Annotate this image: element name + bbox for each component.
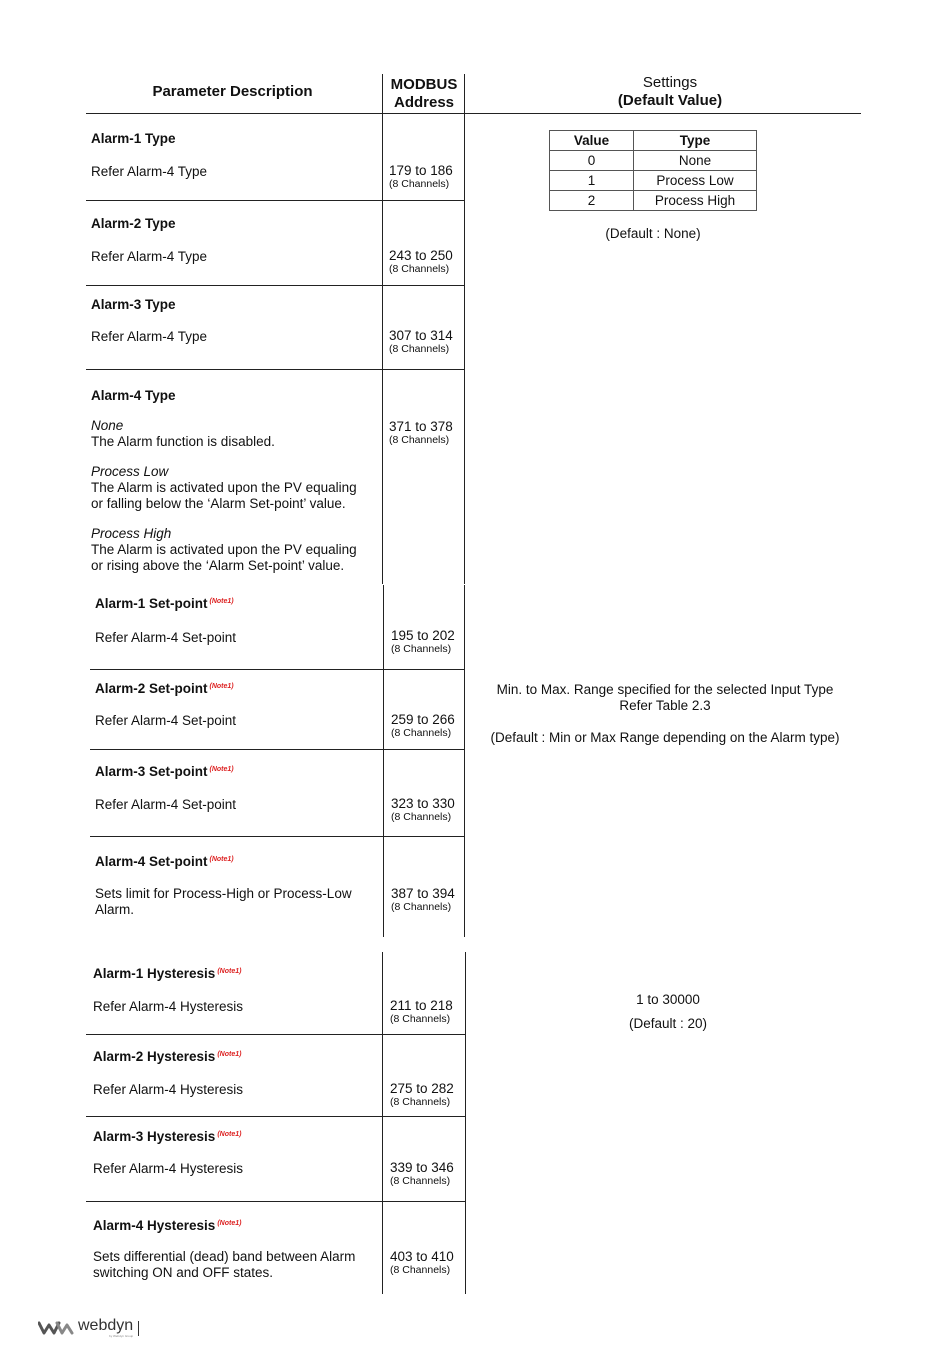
row-title: Alarm-2 Type [91, 216, 176, 231]
table-cell: Process Low [634, 171, 757, 191]
column-divider [382, 952, 383, 1294]
address-range: 259 to 266 [391, 712, 455, 727]
modbus-address-cell [391, 628, 455, 655]
modbus-address-cell [391, 712, 455, 739]
row-title-text: Alarm-3 Set-point [95, 764, 208, 779]
address-range: 307 to 314 [389, 328, 453, 343]
option-desc-process-low: The Alarm is activated upon the PV equaling [91, 480, 357, 495]
row-rule [86, 200, 464, 201]
row-rule [90, 836, 464, 837]
address-channels: (8 Channels) [389, 343, 450, 355]
note-marker: (Note1) [209, 765, 234, 773]
table-cell: None [634, 151, 757, 171]
table-cell: 0 [550, 151, 634, 171]
table-header: Type [634, 131, 757, 151]
row-title-text: Alarm-2 Hysteresis [93, 1049, 216, 1064]
brand-name: webdyn [78, 1317, 134, 1334]
address-channels: (8 Channels) [389, 178, 450, 190]
row-title [95, 681, 234, 696]
header-modbus-line1: MODBUS [390, 76, 458, 93]
address-channels: (8 Channels) [390, 1013, 451, 1025]
column-divider [464, 585, 465, 937]
row-description: Refer Alarm-4 Set-point [95, 713, 237, 728]
column-divider [383, 585, 384, 937]
table-row [550, 171, 757, 191]
address-channels: (8 Channels) [389, 434, 450, 446]
column-divider [465, 952, 466, 1294]
row-description-line: Sets differential (dead) band between Alarm [93, 1249, 356, 1264]
row-rule [90, 749, 464, 750]
row-description-line: Alarm. [95, 902, 135, 917]
footer-logo [38, 1318, 139, 1338]
row-title-text: Alarm-2 Set-point [95, 681, 208, 696]
header-rule [86, 113, 861, 114]
row-description: Refer Alarm-4 Type [91, 164, 208, 179]
header-modbus-line2: Address [393, 94, 455, 111]
row-title [93, 1129, 241, 1144]
modbus-address-cell [389, 328, 453, 355]
option-desc-none: The Alarm function is disabled. [91, 434, 275, 449]
table-cell: 2 [550, 191, 634, 211]
row-description: Refer Alarm-4 Hysteresis [93, 1082, 244, 1097]
modbus-address-cell [390, 1081, 454, 1108]
address-range: 387 to 394 [391, 886, 455, 901]
note-marker: (Note1) [209, 855, 234, 863]
row-description: Refer Alarm-4 Hysteresis [93, 1161, 244, 1176]
address-range: 371 to 378 [389, 419, 453, 434]
row-title [93, 1049, 241, 1064]
address-channels: (8 Channels) [390, 1096, 451, 1108]
row-title [93, 1218, 241, 1233]
table-cell: Process High [634, 191, 757, 211]
row-title-text: Alarm-1 Hysteresis [93, 966, 216, 981]
row-description: Refer Alarm-4 Set-point [95, 630, 237, 645]
row-title: Alarm-4 Type [91, 388, 176, 403]
table-cell: 1 [550, 171, 634, 191]
row-title [95, 764, 234, 779]
row-rule [86, 369, 464, 370]
row-description [93, 1249, 355, 1281]
address-range: 195 to 202 [391, 628, 455, 643]
row-description: Refer Alarm-4 Type [91, 329, 208, 344]
column-divider [464, 74, 465, 584]
footer-divider [138, 1321, 139, 1336]
modbus-address-cell [391, 886, 455, 913]
note-marker: (Note1) [217, 1219, 242, 1227]
note-marker: (Note1) [209, 682, 234, 690]
address-channels: (8 Channels) [389, 263, 450, 275]
alarm-type-table [549, 130, 757, 211]
modbus-address-cell [389, 163, 453, 190]
header-settings [570, 74, 770, 110]
address-channels: (8 Channels) [391, 727, 452, 739]
modbus-address-cell [390, 1249, 454, 1276]
row-description-line: switching ON and OFF states. [93, 1265, 274, 1280]
modbus-address-cell [389, 248, 453, 275]
note-marker: (Note1) [217, 1050, 242, 1058]
address-channels: (8 Channels) [390, 1175, 451, 1187]
setpoint-range: Min. to Max. Range specified for the selected Input Type [496, 682, 834, 697]
option-desc-process-low: or falling below the ‘Alarm Set-point’ value. [91, 496, 346, 511]
row-title: Alarm-1 Type [91, 131, 176, 146]
row-title-text: Alarm-3 Hysteresis [93, 1129, 216, 1144]
option-desc-process-high: or rising above the ‘Alarm Set-point’ value. [91, 558, 345, 573]
type-default: (Default : None) [605, 226, 701, 241]
hysteresis-default: (Default : 20) [628, 1016, 708, 1031]
header-settings-line2: (Default Value) [617, 92, 723, 109]
address-range: 243 to 250 [389, 248, 453, 263]
setpoint-settings [470, 682, 860, 746]
hysteresis-range: 1 to 30000 [636, 992, 700, 1007]
address-range: 403 to 410 [390, 1249, 454, 1264]
modbus-address-cell [389, 419, 453, 446]
row-description [91, 418, 357, 574]
row-title [93, 966, 241, 981]
table-row [550, 191, 757, 211]
note-marker: (Note1) [217, 1130, 242, 1138]
row-description-line: Sets limit for Process-High or Process-Low [95, 886, 352, 901]
brand-tagline: by Webdyn Group [109, 1334, 134, 1338]
row-title-text: Alarm-1 Set-point [95, 596, 208, 611]
option-label-process-high: Process High [91, 526, 172, 541]
header-modbus-address [383, 76, 465, 112]
note-marker: (Note1) [217, 967, 242, 975]
row-description [95, 886, 352, 918]
row-title: Alarm-3 Type [91, 297, 176, 312]
row-rule [86, 1201, 465, 1202]
hysteresis-settings [568, 992, 768, 1032]
modbus-address-cell [390, 998, 453, 1025]
option-label-none: None [91, 418, 124, 433]
address-channels: (8 Channels) [391, 901, 452, 913]
address-channels: (8 Channels) [390, 1264, 451, 1276]
address-range: 323 to 330 [391, 796, 455, 811]
modbus-address-cell [391, 796, 455, 823]
address-range: 275 to 282 [390, 1081, 454, 1096]
address-channels: (8 Channels) [391, 643, 452, 655]
row-description: Refer Alarm-4 Type [91, 249, 208, 264]
table-header: Value [550, 131, 634, 151]
table-row [550, 151, 757, 171]
address-range: 339 to 346 [390, 1160, 454, 1175]
setpoint-reference: Refer Table 2.3 [619, 698, 711, 713]
row-title [95, 596, 234, 611]
header-settings-line1: Settings [642, 74, 698, 91]
address-range: 211 to 218 [390, 998, 453, 1013]
row-description: Refer Alarm-4 Set-point [95, 797, 237, 812]
row-title-text: Alarm-4 Hysteresis [93, 1218, 216, 1233]
row-title [95, 854, 234, 869]
address-range: 179 to 186 [389, 163, 453, 178]
header-parameter-description: Parameter Description [152, 83, 313, 100]
webdyn-logo-icon [38, 1320, 76, 1336]
address-channels: (8 Channels) [391, 811, 452, 823]
row-title-text: Alarm-4 Set-point [95, 854, 208, 869]
row-rule [86, 285, 464, 286]
row-rule [86, 1034, 465, 1035]
row-rule [90, 669, 464, 670]
option-label-process-low: Process Low [91, 464, 169, 479]
row-rule [86, 1116, 465, 1117]
column-divider [382, 74, 383, 584]
row-description: Refer Alarm-4 Hysteresis [93, 999, 244, 1014]
note-marker: (Note1) [209, 597, 234, 605]
option-desc-process-high: The Alarm is activated upon the PV equaling [91, 542, 357, 557]
modbus-address-cell [390, 1160, 454, 1187]
setpoint-default: (Default : Min or Max Range depending on the Alarm type) [490, 730, 840, 745]
